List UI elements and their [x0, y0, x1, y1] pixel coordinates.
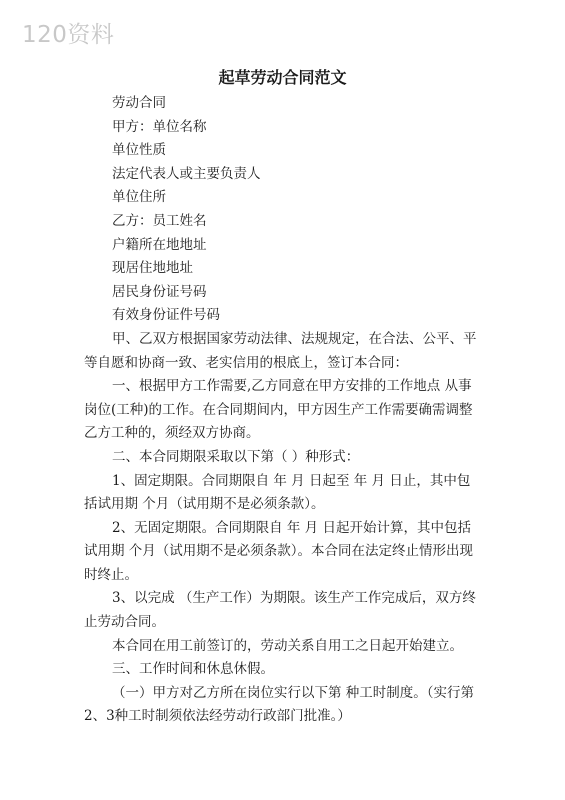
field-line: 单位住所	[112, 189, 166, 206]
field-line: 乙方：员工姓名	[112, 212, 207, 229]
paragraph-line: 二、本合同期限采取以下第（ ）种形式：	[112, 448, 360, 465]
paragraph-line: 止劳动合同。	[84, 614, 165, 631]
paragraph-line: 甲、乙双方根据国家劳动法律、法规规定，在合法、公平、平	[112, 330, 477, 347]
paragraph-line: 乙方工种的，须经双方协商。	[84, 425, 260, 442]
paragraph-line: 等自愿和协商一致、老实信用的根底上，签订本合同：	[84, 354, 408, 371]
field-line: 有效身份证件号码	[112, 307, 220, 324]
paragraph-line: 1、固定期限。合同期限自 年 月 日起至 年 月 日止，其中包	[112, 472, 471, 489]
field-line: 居民身份证号码	[112, 283, 207, 300]
paragraph-line: 本合同在用工前签订的，劳动关系自用工之日起开始建立。	[112, 637, 463, 654]
paragraph-line: 试用期 个月（试用期不是必须条款）。本合同在法定终止情形出现	[84, 543, 474, 560]
paragraph-line: 一、根据甲方工作需要,乙方同意在甲方安排的工作地点 从事	[112, 378, 472, 395]
paragraph-line: 括试用期 个月（试用期不是必须条款）。	[84, 496, 325, 513]
paragraph-line: 岗位(工种)的工作。在合同期间内，甲方因生产工作需要确需调整	[84, 401, 473, 418]
document-body	[84, 92, 482, 729]
field-line: 现居住地地址	[112, 260, 193, 277]
paragraph-line: 三、工作时间和休息休假。	[112, 661, 274, 678]
field-line: 单位性质	[112, 142, 166, 159]
paragraph-line: 2、3种工时制须依法经劳动行政部门批准。）	[84, 708, 351, 725]
document-title: 起草劳动合同范文	[218, 68, 347, 87]
paragraph-line: 时终止。	[84, 566, 138, 583]
paragraph-line: 2、无固定期限。合同期限自 年 月 日起开始计算，其中包括	[112, 519, 471, 536]
watermark: 120资料	[22, 22, 115, 48]
field-line: 法定代表人或主要负责人	[112, 165, 261, 182]
paragraph-line: （一）甲方对乙方所在岗位实行以下第 种工时制度。（实行第	[112, 684, 475, 701]
paragraph-line: 3、以完成 （生产工作）为期限。该生产工作完成后，双方终	[112, 590, 476, 607]
field-line: 甲方：单位名称	[112, 118, 207, 135]
field-line: 劳动合同	[112, 95, 166, 111]
field-line: 户籍所在地地址	[112, 236, 207, 253]
